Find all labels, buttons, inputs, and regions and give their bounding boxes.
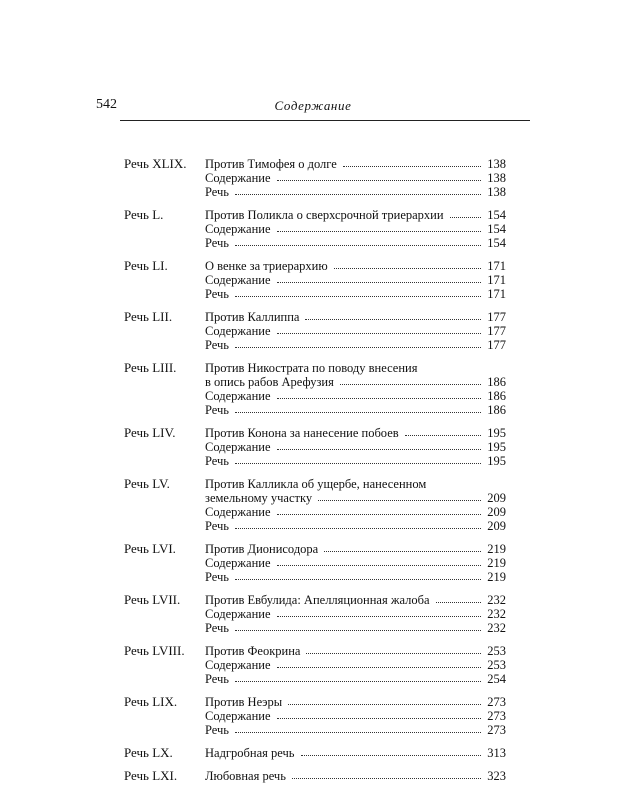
page-ref: 195 xyxy=(487,454,506,468)
dot-leader xyxy=(277,398,482,399)
page-ref: 195 xyxy=(487,440,506,454)
toc-line xyxy=(205,556,506,570)
toc-line-title: Речь xyxy=(205,672,230,686)
page-ref: 138 xyxy=(487,171,506,185)
toc-entry xyxy=(124,157,506,199)
toc-line xyxy=(205,644,506,658)
entry-lines xyxy=(205,361,506,417)
page-ref: 171 xyxy=(487,287,506,301)
dot-leader xyxy=(324,551,481,552)
entry-lines xyxy=(205,644,506,686)
toc-line xyxy=(205,454,506,468)
page-ref: 323 xyxy=(487,769,506,783)
dot-leader xyxy=(292,778,481,779)
speech-number: Речь L. xyxy=(124,207,164,222)
toc-line xyxy=(205,259,506,273)
dot-leader xyxy=(318,500,481,501)
dot-leader xyxy=(340,384,481,385)
page-ref: 219 xyxy=(487,556,506,570)
toc-line xyxy=(205,157,506,171)
dot-leader xyxy=(235,732,481,733)
toc-line-title: Содержание xyxy=(205,273,271,287)
toc-line-title: Содержание xyxy=(205,505,271,519)
toc-line xyxy=(205,746,506,760)
dot-leader xyxy=(235,245,481,246)
entry-lines xyxy=(205,593,506,635)
toc-line xyxy=(205,440,506,454)
toc-line-title: Против Калликла об ущербе, нанесенном xyxy=(205,477,427,491)
speech-number: Речь LII. xyxy=(124,309,173,324)
toc-entry xyxy=(124,644,506,686)
toc-entry xyxy=(124,746,506,760)
page-ref: 171 xyxy=(487,273,506,287)
toc-line xyxy=(205,570,506,584)
speech-number: Речь LIV. xyxy=(124,425,176,440)
speech-number: Речь LI. xyxy=(124,258,168,273)
toc-entry xyxy=(124,769,506,783)
toc-line xyxy=(205,519,506,533)
toc-line xyxy=(205,236,506,250)
dot-leader xyxy=(235,630,481,631)
speech-number: Речь LVI. xyxy=(124,541,176,556)
toc-line xyxy=(205,324,506,338)
toc-line xyxy=(205,171,506,185)
toc-line-title: Содержание xyxy=(205,607,271,621)
toc-entry xyxy=(124,259,506,301)
entry-lines xyxy=(205,695,506,737)
dot-leader xyxy=(235,463,481,464)
entry-lines xyxy=(205,310,506,352)
toc-line-title: Против Неэры xyxy=(205,695,283,709)
page-ref: 154 xyxy=(487,222,506,236)
page-ref: 186 xyxy=(487,403,506,417)
toc-line-title: Речь xyxy=(205,621,230,635)
page-ref: 154 xyxy=(487,208,506,222)
page-ref: 138 xyxy=(487,185,506,199)
toc-line xyxy=(205,426,506,440)
toc-line xyxy=(205,709,506,723)
speech-number: Речь LXI. xyxy=(124,768,178,783)
toc-line xyxy=(205,310,506,324)
toc-line xyxy=(205,542,506,556)
speech-number: Речь LX. xyxy=(124,745,173,760)
page-ref: 154 xyxy=(487,236,506,250)
dot-leader xyxy=(334,268,481,269)
toc-line-title: О венке за триерархию xyxy=(205,259,328,273)
toc-line-title: Речь xyxy=(205,338,230,352)
toc-line-title: земельному участку xyxy=(205,491,313,505)
page-ref: 177 xyxy=(487,324,506,338)
toc-line-title: Речь xyxy=(205,403,230,417)
dot-leader xyxy=(306,653,481,654)
dot-leader xyxy=(235,347,481,348)
dot-leader xyxy=(277,333,482,334)
toc-line xyxy=(205,672,506,686)
toc-line-title: Против Тимофея о долге xyxy=(205,157,337,171)
page-ref: 232 xyxy=(487,621,506,635)
dot-leader xyxy=(277,514,482,515)
table-of-contents xyxy=(124,157,506,792)
page-ref: 177 xyxy=(487,338,506,352)
toc-line xyxy=(205,375,506,389)
page-ref: 253 xyxy=(487,658,506,672)
toc-line-title: Речь xyxy=(205,185,230,199)
toc-line-title: Против Конона за нанесение побоев xyxy=(205,426,399,440)
toc-line xyxy=(205,389,506,403)
toc-line-title: Содержание xyxy=(205,556,271,570)
toc-line-title: Против Феокрина xyxy=(205,644,301,658)
toc-line-title: Содержание xyxy=(205,222,271,236)
toc-line xyxy=(205,695,506,709)
entry-lines xyxy=(205,746,506,760)
toc-line-title: Содержание xyxy=(205,709,271,723)
dot-leader xyxy=(301,755,481,756)
entry-lines xyxy=(205,542,506,584)
entry-lines xyxy=(205,426,506,468)
speech-number: Речь LIII. xyxy=(124,360,177,375)
toc-entry xyxy=(124,361,506,417)
dot-leader xyxy=(305,319,481,320)
page-ref: 209 xyxy=(487,505,506,519)
page-number: 542 xyxy=(96,97,117,112)
page-ref: 232 xyxy=(487,607,506,621)
running-title: Содержание xyxy=(274,98,352,113)
toc-entry xyxy=(124,426,506,468)
page-ref: 209 xyxy=(487,491,506,505)
page-ref: 219 xyxy=(487,570,506,584)
speech-number: Речь LV. xyxy=(124,476,170,491)
dot-leader xyxy=(235,412,481,413)
dot-leader xyxy=(277,282,482,283)
dot-leader xyxy=(277,616,482,617)
dot-leader xyxy=(277,565,482,566)
dot-leader xyxy=(436,602,481,603)
toc-line xyxy=(205,338,506,352)
toc-line xyxy=(205,477,506,491)
entry-lines xyxy=(205,157,506,199)
toc-line-title: Против Поликла о сверхсрочной триерархии xyxy=(205,208,444,222)
dot-leader xyxy=(277,667,482,668)
entry-lines xyxy=(205,208,506,250)
toc-entry xyxy=(124,593,506,635)
toc-entry xyxy=(124,208,506,250)
page-ref: 273 xyxy=(487,709,506,723)
toc-line xyxy=(205,222,506,236)
dot-leader xyxy=(235,194,481,195)
toc-line-title: Речь xyxy=(205,570,230,584)
toc-line-title: Против Дионисодора xyxy=(205,542,319,556)
toc-line-title: Речь xyxy=(205,723,230,737)
page-ref: 273 xyxy=(487,695,506,709)
toc-line-title: Надгробная речь xyxy=(205,746,295,760)
entry-lines xyxy=(205,259,506,301)
page-ref: 171 xyxy=(487,259,506,273)
toc-line xyxy=(205,403,506,417)
toc-line xyxy=(205,723,506,737)
page-ref: 177 xyxy=(487,310,506,324)
speech-number: Речь LIX. xyxy=(124,694,178,709)
page-ref: 219 xyxy=(487,542,506,556)
toc-line-title: Содержание xyxy=(205,171,271,185)
toc-entry xyxy=(124,310,506,352)
toc-line xyxy=(205,208,506,222)
page-header xyxy=(96,97,530,117)
toc-line-title: Содержание xyxy=(205,389,271,403)
dot-leader xyxy=(235,528,481,529)
page-ref: 232 xyxy=(487,593,506,607)
toc-line-title: Речь xyxy=(205,287,230,301)
dot-leader xyxy=(277,718,482,719)
toc-line xyxy=(205,273,506,287)
toc-line-title: Содержание xyxy=(205,658,271,672)
page-ref: 209 xyxy=(487,519,506,533)
toc-line xyxy=(205,505,506,519)
toc-entry xyxy=(124,477,506,533)
toc-entry xyxy=(124,542,506,584)
toc-line xyxy=(205,593,506,607)
toc-line xyxy=(205,491,506,505)
toc-line xyxy=(205,769,506,783)
toc-line-title: Речь xyxy=(205,454,230,468)
toc-line-title: Речь xyxy=(205,236,230,250)
toc-line xyxy=(205,185,506,199)
page-ref: 195 xyxy=(487,426,506,440)
toc-line-title: Речь xyxy=(205,519,230,533)
page-ref: 313 xyxy=(487,746,506,760)
dot-leader xyxy=(288,704,481,705)
entry-lines xyxy=(205,477,506,533)
page-ref: 254 xyxy=(487,672,506,686)
header-rule xyxy=(120,120,530,121)
dot-leader xyxy=(405,435,481,436)
dot-leader xyxy=(343,166,481,167)
toc-line xyxy=(205,361,506,375)
speech-number: Речь LVII. xyxy=(124,592,181,607)
page-ref: 273 xyxy=(487,723,506,737)
page-ref: 186 xyxy=(487,389,506,403)
dot-leader xyxy=(277,231,482,232)
page-ref: 253 xyxy=(487,644,506,658)
dot-leader xyxy=(450,217,481,218)
dot-leader xyxy=(235,681,481,682)
toc-line xyxy=(205,658,506,672)
speech-number: Речь LVIII. xyxy=(124,643,185,658)
dot-leader xyxy=(235,296,481,297)
toc-line-title: Содержание xyxy=(205,440,271,454)
toc-line-title: Любовная речь xyxy=(205,769,286,783)
toc-line-title: Против Никострата по поводу внесения xyxy=(205,361,418,375)
speech-number: Речь XLIX. xyxy=(124,156,187,171)
toc-line xyxy=(205,621,506,635)
entry-lines xyxy=(205,769,506,783)
toc-line-title: Против Каллиппа xyxy=(205,310,300,324)
toc-line-title: Содержание xyxy=(205,324,271,338)
page-ref: 186 xyxy=(487,375,506,389)
page-ref: 138 xyxy=(487,157,506,171)
toc-line-title: Против Евбулида: Апелляционная жалоба xyxy=(205,593,430,607)
toc-line xyxy=(205,287,506,301)
dot-leader xyxy=(277,180,482,181)
toc-line xyxy=(205,607,506,621)
dot-leader xyxy=(277,449,482,450)
toc-entry xyxy=(124,695,506,737)
dot-leader xyxy=(235,579,481,580)
toc-line-title: в опись рабов Арефузия xyxy=(205,375,334,389)
